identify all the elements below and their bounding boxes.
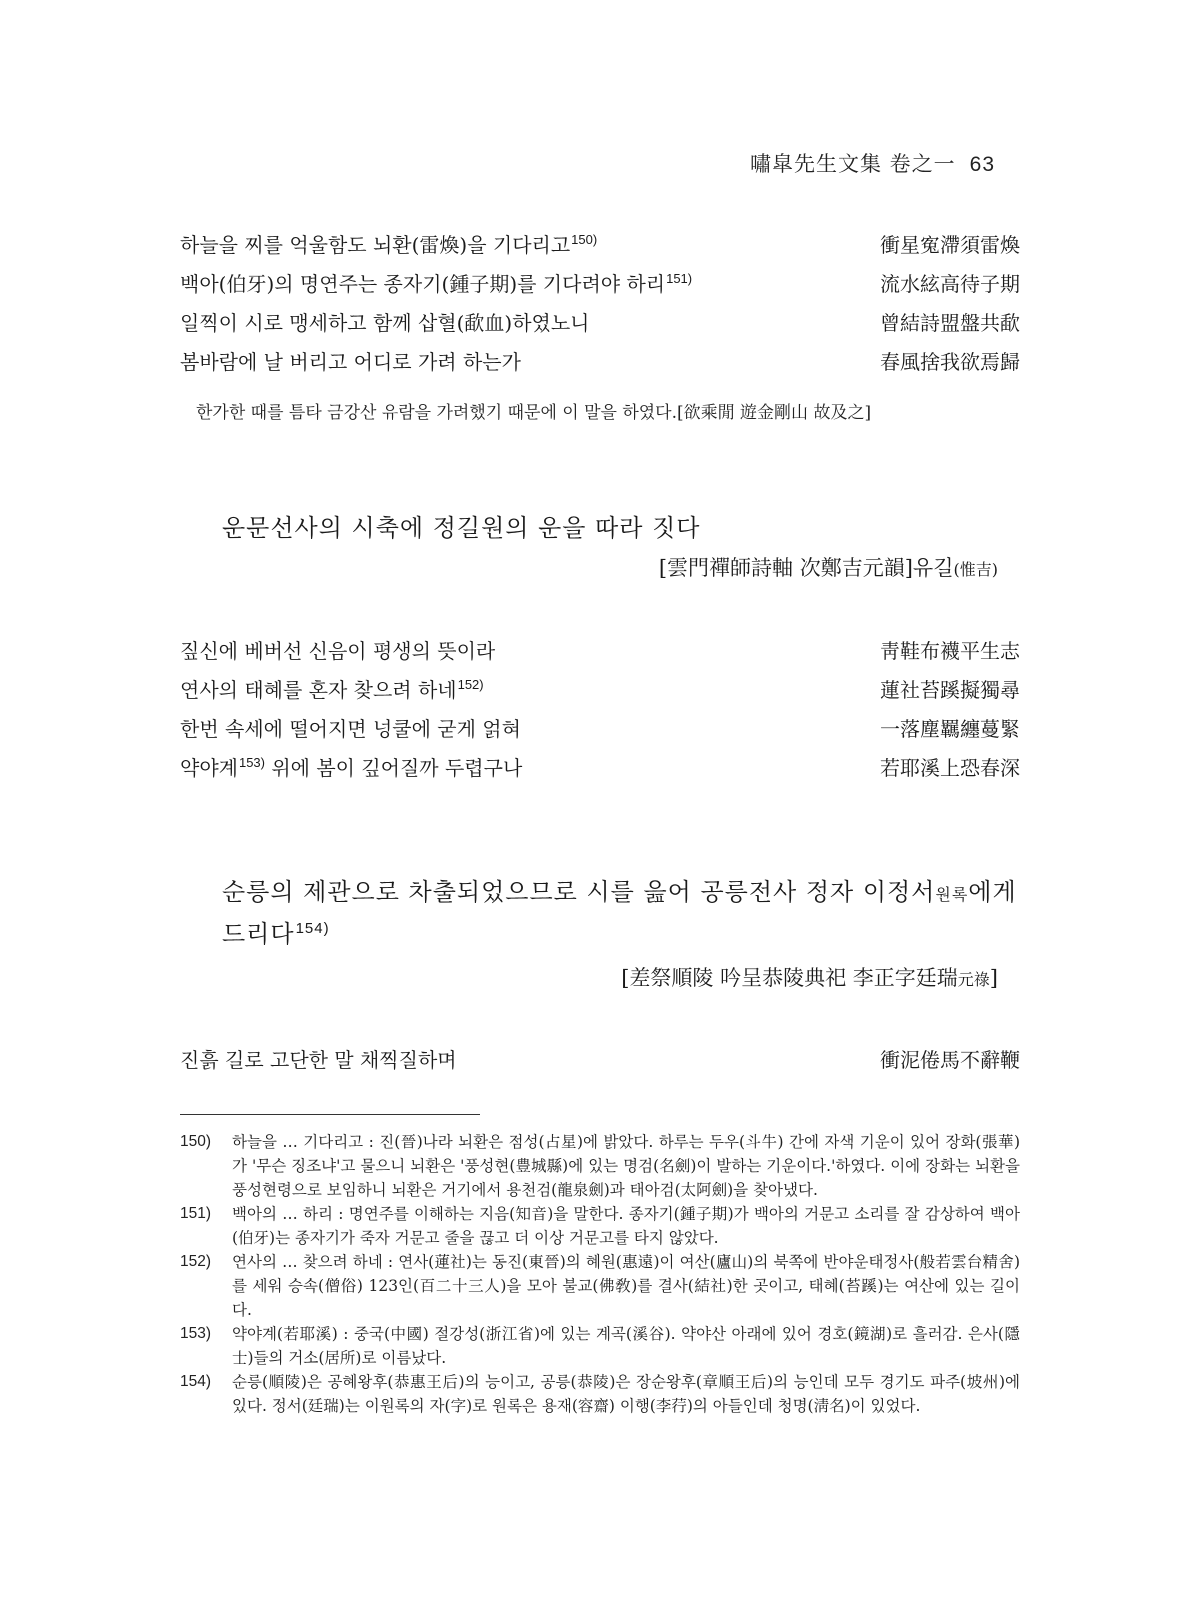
subtitle-small: 元祿	[957, 970, 990, 989]
poem-line	[180, 304, 1020, 338]
section-subtitle: [差祭順陵 吟呈恭陵典祀 李正字廷瑞元祿]	[621, 966, 998, 990]
footnote	[180, 1130, 1020, 1202]
page-number: 63	[969, 153, 995, 176]
footnote-number: 154)	[180, 1373, 212, 1390]
korean-verse: 한번 속세에 떨어지면 넝쿨에 굳게 얽혀	[180, 716, 521, 741]
book-title: 嘯皐先生文集 卷之一	[749, 152, 956, 176]
hanja-verse: 靑鞋布襪平生志	[880, 638, 1020, 663]
korean-verse: 연사의 태혜를 혼자 찾으려 하네$^{152)}$	[180, 676, 484, 702]
korean-verse: 백아(伯牙)의 명연주는 종자기(鍾子期)를 기다려야 하리$^{151)}$	[180, 270, 693, 296]
footnote-text: 백아의 … 하리 : 명연주를 이해하는 지음(知音)을 말한다. 종자기(鍾子期)가 백아의 거문고 소리를 잘 감상하여 백아(伯牙)는 종자기가 죽자 거문고 줄을 끊고 더 이상 거문고를 타지 않았다.	[232, 1205, 1020, 1247]
footnote-ref[interactable]: 154)	[295, 920, 330, 937]
poem-line	[180, 226, 1020, 260]
poem-note: 한가한 때를 틈타 금강산 유람을 가려했기 때문에 이 말을 하였다.[欲乘閒 遊金剛山 故及之]	[196, 403, 872, 423]
poem-line	[180, 710, 1020, 744]
footnote	[180, 1322, 1020, 1370]
section-title: 운문선사의 시축에 정길원의 운을 따라 짓다	[222, 514, 701, 542]
footnote	[180, 1250, 1020, 1322]
footnote-number: 153)	[180, 1325, 212, 1342]
author-hanja: (惟吉)	[953, 560, 998, 579]
korean-verse: 짚신에 베버선 신음이 평생의 뜻이라	[180, 638, 496, 663]
poem-line	[180, 343, 1020, 377]
author-name: 유길	[912, 556, 954, 580]
footnote-ref[interactable]: 150)	[571, 231, 598, 247]
footnotes	[180, 1130, 1020, 1418]
poem-line	[180, 632, 1020, 666]
hanja-verse: 流水絃高待子期	[880, 271, 1020, 296]
poem-line	[180, 265, 1020, 299]
hanja-verse: 蓮社苔蹊擬獨尋	[880, 677, 1020, 702]
footnote-text: 순릉(順陵)은 공혜왕후(恭惠王后)의 능이고, 공릉(恭陵)은 장순왕후(章順王后)의 능인데 모두 경기도 파주(坡州)에 있다. 정서(廷瑞)는 이원록의 자(字)로 원록은 용재(容齋) 이행(李荇)의 아들인데 청명(淸名)이 있었다.	[232, 1373, 1020, 1415]
hanja-verse: 春風捨我欲焉歸	[880, 349, 1020, 374]
poem-line	[180, 1041, 1020, 1075]
hanja-verse: 一落塵羈纏蔓緊	[880, 716, 1020, 741]
footnote-text: 하늘을 … 기다리고 : 진(晉)나라 뇌환은 점성(占星)에 밝았다. 하루는 두우(斗牛) 간에 자색 기운이 있어 장화(張華)가 '무슨 징조냐'고 물으니 뇌환은 '풍성현(豊城縣)에 있는 명검(名劍)이 발하는 기운이다.'하였다. 이에 장화는 뇌환을 풍성현령으로 보임하니 뇌환은 거기에서 용천검(龍泉劍)과 태아검(太阿劍)을 찾아냈다.	[232, 1133, 1020, 1199]
footnote-text: 연사의 … 찾으려 하네 : 연사(蓮社)는 동진(東晉)의 혜원(惠遠)이 여산(廬山)의 북쪽에 반야운태정사(般若雲台精舍)를 세워 승속(僧俗) 123인(百二十三人)을 모아 불교(佛敎)를 결사(結社)한 곳이고, 태혜(苔蹊)는 여산에 있는 길이다.	[232, 1253, 1020, 1319]
korean-verse: 일찍이 시로 맹세하고 함께 삽혈(歃血)하였노니	[180, 310, 590, 335]
section-title-cont: 드리다$^{154)}$	[222, 920, 330, 948]
footnote-text: 약야계(若耶溪) : 중국(中國) 절강성(浙江省)에 있는 계곡(溪谷). 약야산 아래에 있어 경호(鏡湖)로 흘러감. 은사(隱士)들의 거소(居所)로 이름났다.	[232, 1325, 1020, 1367]
poem-line	[180, 749, 1020, 783]
hanja-verse: 曾結詩盟盤共歃	[880, 310, 1020, 335]
footnote	[180, 1202, 1020, 1250]
section-title: 순릉의 제관으로 차출되었으므로 시를 읊어 공릉전사 정자 이정서원록에게	[222, 878, 1017, 906]
footnote-divider	[180, 1114, 480, 1115]
section-subtitle: [雲門禪師詩軸 次鄭吉元韻]유길(惟吉)	[658, 556, 998, 580]
korean-verse: 약야계$^{153)}$ 위에 봄이 깊어질까 두렵구나	[180, 754, 523, 780]
korean-verse: 하늘을 찌를 억울함도 뇌환(雷煥)을 기다리고$^{150)}$	[180, 231, 598, 257]
footnote-ref[interactable]: 153)	[238, 754, 265, 770]
poem-line	[180, 671, 1020, 705]
hanja-verse: 衝泥倦馬不辭鞭	[880, 1047, 1020, 1072]
footnote-ref[interactable]: 151)	[666, 270, 693, 286]
footnote-number: 151)	[180, 1205, 212, 1222]
hanja-verse: 若耶溪上恐春深	[880, 755, 1020, 780]
running-header	[750, 148, 995, 178]
hanja-verse: 衝星寃滯須雷煥	[880, 232, 1020, 257]
korean-verse: 봄바람에 날 버리고 어디로 가려 하는가	[180, 349, 521, 374]
footnote-number: 152)	[180, 1253, 212, 1270]
korean-verse: 진흙 길로 고단한 말 채찍질하며	[180, 1047, 457, 1072]
footnote-number: 150)	[180, 1133, 212, 1150]
title-small: 원록	[935, 885, 969, 904]
footnote	[180, 1370, 1020, 1418]
footnote-ref[interactable]: 152)	[457, 676, 484, 692]
